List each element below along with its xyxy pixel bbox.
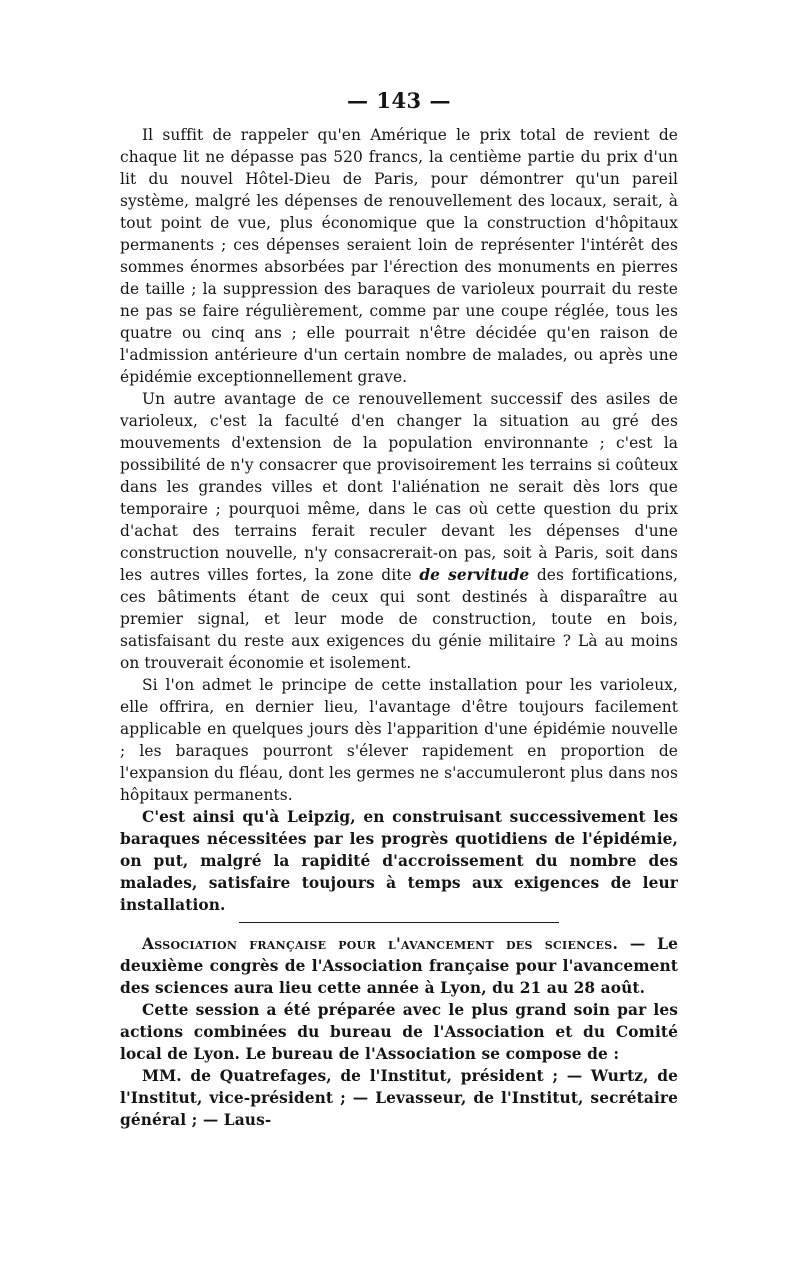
page-number: — 143 — [347,88,451,113]
section-heading: Association française pour l'avancement des sciences. [142,935,619,953]
paragraph-text-after: des fortifications, ces bâtiments étant de ceux qui sont destinés à disparaître au premier signal, et leur mode de construction, toute en bois, satisfaisant du reste aux exigences du génie militaire ? Là au moins on trouverait économie et isolement. [120,566,678,672]
paragraph-session: Cette session a été préparée avec le plus grand soin par les actions combinées du bureau de l'Association et du Comité local de Lyon. Le bureau de l'Association se compose de : [120,1001,678,1063]
paragraph-congress [120,933,678,999]
paragraph-members: MM. de Quatrefages, de l'Institut, président ; — Wurtz, de l'Institut, vice-président ; — Levasseur, de l'Institut, secrétaire général ; — Laus- [120,1067,678,1129]
paragraph-cost-comparison: Il suffit de rappeler qu'en Amérique le prix total de revient de chaque lit ne dépasse pas 520 francs, la centième partie du prix d'un lit du nouvel Hôtel-Dieu de Paris, pour démontrer qu'un pareil système, malgré les dépenses de renouvellement des locaux, serait, à tout point de vue, plus économique que la construction d'hôpitaux permanents ; ces dépenses seraient loin de représenter l'intérêt des sommes énormes absorbées par l'érection des monuments en pierres de taille ; la suppression des baraques de varioleux pourrait du reste ne pas se faire régulièrement, comme par une coupe réglée, tous les quatre ou cinq ans ; elle pourrait n'être décidée qu'en raison de l'admission antérieure d'un certain nombre de malades, ou après une épidémie exceptionnellement grave. [120,126,678,386]
paragraph-text-before: Un autre avantage de ce renouvellement successif des asiles de varioleux, c'est la faculté d'en changer la situation au gré des mouvements d'extension de la population environnante ; c'est la possibilité de n'y consacrer que provisoirement les terrains si coûteux dans les grandes villes et dont l'aliénation ne serait dès lors que temporaire ; pourquoi même, dans le cas où cette question du prix d'achat des terrains ferait reculer devant les dépenses d'une construction nouvelle, n'y consacrerait-on pas, soit à Paris, soit dans les autres villes fortes, la zone dite [120,390,678,584]
section-divider [239,922,559,923]
book-page [120,86,678,1206]
congress-text: — Le deuxième congrès de l'Association française pour l'avancement des sciences aura lieu cette année à Lyon, du 21 au 28 août. [120,935,678,997]
italic-term: de servitude [419,566,530,584]
paragraph-renewal-advantage [120,388,678,674]
paragraph-epidemic-applicability: Si l'on admet le principe de cette installation pour les varioleux, elle offrira, en dernier lieu, l'avantage d'être toujours facilement applicable en quelques jours dès l'apparition d'une épidémie nouvelle ; les baraques pourront s'élever rapidement en proportion de l'expansion du fléau, dont les germes ne s'accumuleront plus dans nos hôpitaux permanents. [120,676,678,804]
paragraph-leipzig: C'est ainsi qu'à Leipzig, en construisant successivement les baraques nécessitées par les progrès quotidiens de l'épidémie, on put, malgré la rapidité d'accroissement du nombre des malades, satisfaire toujours à temps aux exigences de leur installation. [120,808,678,914]
body-text [120,124,678,1131]
